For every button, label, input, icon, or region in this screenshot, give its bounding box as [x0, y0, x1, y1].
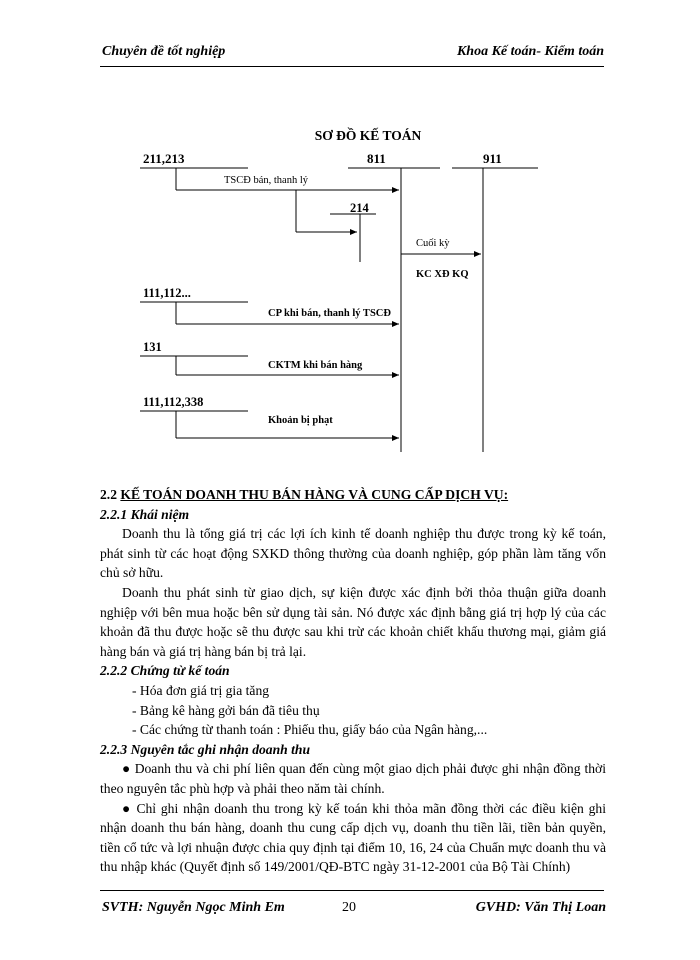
footer-advisor: GVHD: Văn Thị Loan: [475, 900, 606, 915]
section-title: [100, 485, 606, 505]
label-cuoi-ky: Cuối kỳ: [416, 238, 450, 249]
label-tscd: TSCĐ bán, thanh lý: [224, 175, 308, 186]
label-kc-xd-kq: KC XĐ KQ: [416, 269, 469, 280]
account-811-label: 811: [367, 151, 386, 166]
footer-student: SVTH: Nguyễn Ngọc Minh Em: [102, 900, 285, 915]
main-content: [100, 485, 606, 877]
label-cp: CP khi bán, thanh lý TSCĐ: [268, 308, 391, 319]
section-title-text: KẾ TOÁN DOANH THU BÁN HÀNG VÀ CUNG CẤP DỊCH VỤ:: [120, 487, 509, 502]
list-item: - Các chứng từ thanh toán : Phiếu thu, giấy báo của Ngân hàng,...: [132, 722, 488, 738]
diagram-title: SƠ ĐỒ KẾ TOÁN: [314, 128, 422, 143]
account-338-label: 111,112,338: [143, 395, 204, 409]
label-phat: Khoản bị phạt: [268, 415, 333, 426]
account-911-label: 911: [483, 151, 502, 166]
header-left: Chuyên đề tốt nghiệp: [102, 44, 226, 59]
bullet-icon: ●: [122, 761, 131, 777]
list-item: - Bảng kê hàng gởi bán đã tiêu thụ: [132, 702, 320, 718]
section-number: 2.2: [100, 487, 121, 502]
bullet-text-1: Doanh thu và chi phí liên quan đến cùng một giao dịch phải được ghi nhận đồng thời theo nguyên tắc phù hợp và phải theo năm tài chính.: [100, 761, 606, 796]
account-214-label: 214: [350, 201, 369, 215]
label-cktm: CKTM khi bán hàng: [268, 360, 363, 371]
paragraph-1: Doanh thu là tổng giá trị các lợi ích kinh tế doanh nghiệp thu được trong kỳ kế toán, phát sinh từ các hoạt động SXKD thông thường của doanh nghiệp, góp phần làm tăng vốn chủ sở hữu.: [100, 526, 606, 581]
page-number: 20: [342, 900, 356, 915]
account-111-label: 111,112...: [143, 286, 191, 300]
accounting-diagram: [0, 0, 700, 470]
paragraph-2: Doanh thu phát sinh từ giao dịch, sự kiện được xác định bởi thỏa thuận giữa doanh nghiệp với bên mua hoặc bên sử dụng tài sản. Nó được xác định bằng giá trị hợp lý của các khoản đã thu được hoặc sẽ thu được sau khi trừ các khoản chiết khấu thương mại, giảm giá hàng bán và giá trị hàng bán bị trả lại.: [100, 584, 606, 659]
footer-rule: [100, 890, 604, 891]
subsection-chung-tu: 2.2.2 Chứng từ kế toán: [100, 663, 230, 679]
subsection-nguyen-tac: 2.2.3 Nguyên tắc ghi nhận doanh thu: [100, 741, 311, 757]
bullet-item-2: [100, 799, 606, 877]
bullet-text-2: Chỉ ghi nhận doanh thu trong kỳ kế toán khi thỏa mãn đồng thời các điều kiện ghi nhận doanh thu bán hàng, doanh thu cung cấp dịch vụ, doanh thu tiền lãi, tiền bản quyền, tiền cổ tức và lợi nhuận được chia quy định tại điểm 10, 16, 24 của Chuẩn mực doanh thu và thu nhập khác (Quyết định số 149/2001/QĐ-BTC ngày 31-12-2001 của Bộ Tài Chính): [100, 800, 606, 875]
account-211-label: 211,213: [143, 151, 185, 166]
bullet-icon: ●: [122, 800, 132, 816]
list-item: - Hóa đơn giá trị gia tăng: [132, 682, 270, 698]
subsection-khai-niem: 2.2.1 Khái niệm: [100, 506, 190, 522]
account-131-label: 131: [143, 340, 162, 354]
header-right: Khoa Kế toán- Kiểm toán: [456, 44, 604, 59]
bullet-item-1: [100, 759, 606, 798]
